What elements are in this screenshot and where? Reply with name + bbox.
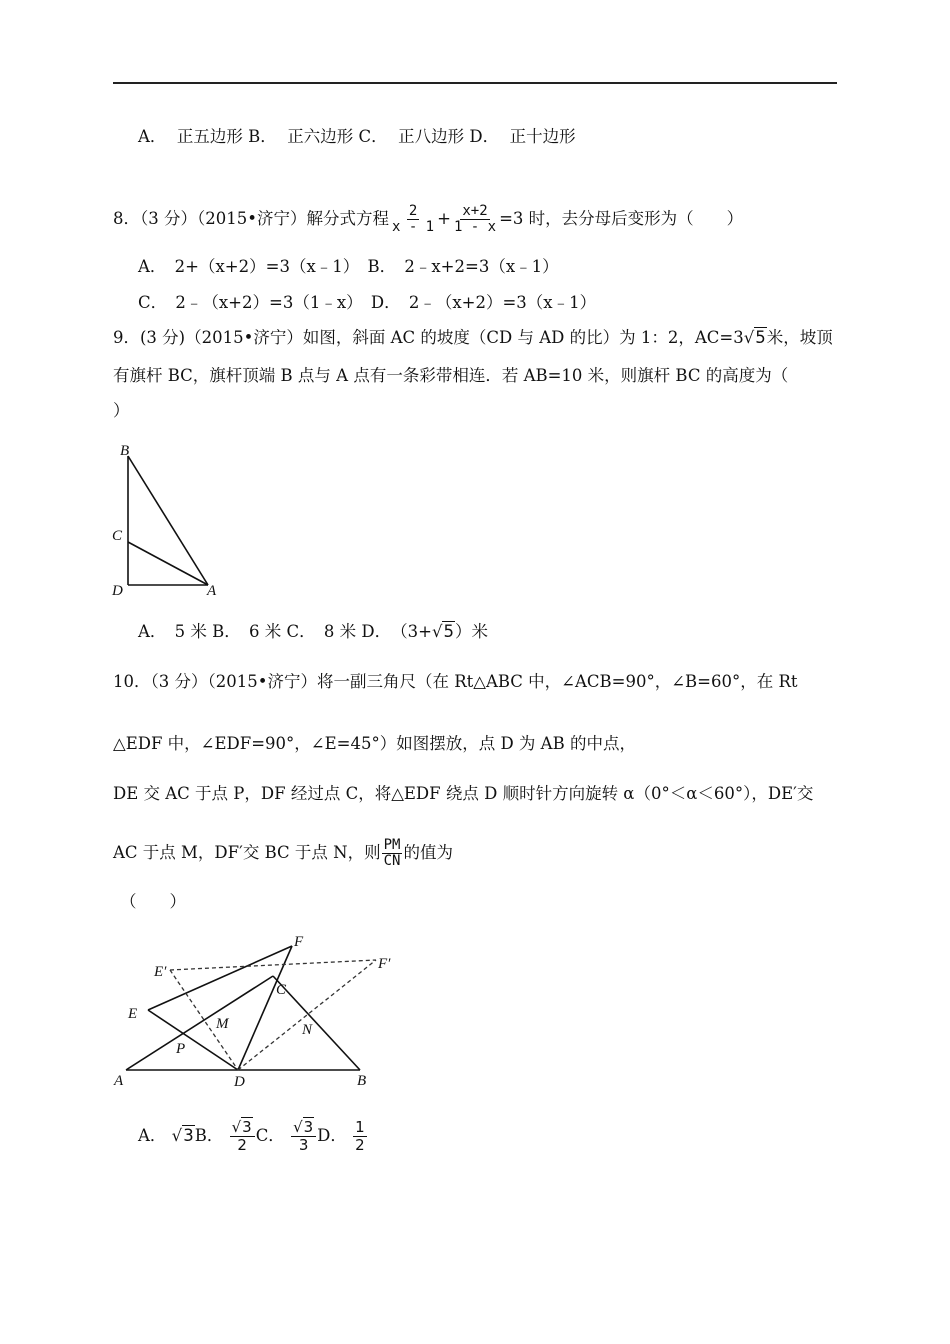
label-f-prime: F′ <box>378 956 391 972</box>
q8-options-ab: A． 2+（x+2）=3（x﹣1） B． 2﹣x+2=3（x﹣1） <box>138 257 559 276</box>
slope-ca <box>128 542 208 585</box>
q8-options-cd: C． 2﹣（x+2）=3（1﹣x） D． 2﹣（x+2）=3（x﹣1） <box>138 293 597 312</box>
q9-stem-line3: ） <box>113 401 130 420</box>
sqrt-5: √5 <box>743 328 766 347</box>
q10-answer-blank: （ ） <box>120 892 186 911</box>
fraction-sqrt3-over-3: $\frac{√3}{3}$ <box>291 1119 316 1154</box>
label-d: D <box>234 1074 245 1090</box>
label-e: E <box>128 1006 138 1022</box>
label-e-prime: E′ <box>154 964 167 980</box>
label-p: P <box>176 1041 186 1057</box>
q8-stem: 8．（3 分）（2015•济宁）解分式方程 $\frac{2}{x - 1}$ + $\frac{x+2}{1 - x}$ =3 时，去分母后变形为（ ） <box>113 203 744 235</box>
sqrt-3: √3 <box>171 1126 194 1145</box>
q9-stem-line1: 9．(3 分)（2015•济宁）如图，斜面 AC 的坡度（CD 与 AD 的比）为 1：2，AC=3√5米，坡顶 <box>113 326 833 350</box>
segment-df1 <box>238 960 376 1070</box>
q10-figure <box>108 930 408 1090</box>
q10-stem-line1: 10．（3 分）（2015•济宁）将一副三角尺（在 Rt△ABC 中，∠ACB=90°，∠B=60°，在 Rt <box>113 672 798 691</box>
q9-options: A． 5 米 B． 6 米 C． 8 米 D． （3+√5）米 <box>138 620 488 644</box>
label-d: D <box>112 583 123 599</box>
q7-options: A． 正五边形 B． 正六边形 C． 正八边形 D． 正十边形 <box>138 127 576 146</box>
sqrt-5: √5 <box>431 622 454 641</box>
q10-stem-line4: AC 于点 M，DF′交 BC 于点 N，则 $\frac{PM}{CN}$ 的值为 <box>113 837 453 869</box>
label-a: A <box>114 1073 124 1089</box>
fraction-pm-cn: $\frac{PM}{CN}$ <box>383 837 401 869</box>
label-f: F <box>294 934 304 950</box>
q10-stem-line2: △EDF 中，∠EDF=90°，∠E=45°）如图摆放，点 D 为 AB 的中点， <box>113 734 636 753</box>
ribbon-ab <box>128 456 208 585</box>
q9-figure <box>108 440 228 600</box>
label-n: N <box>302 1022 313 1038</box>
q10-options: A． √3B． $\frac{√3}{2}$ C． $\frac{√3}{3}$ D． $\frac{1}{2}$ <box>138 1118 365 1154</box>
segment-cb <box>273 976 360 1070</box>
label-a: A <box>207 583 217 599</box>
fraction-sqrt3-over-2: $\frac{√3}{2}$ <box>230 1119 255 1154</box>
q8-fraction-1: $\frac{2}{x - 1}$ <box>391 203 435 235</box>
fraction-one-half: $\frac{1}{2}$ <box>355 1118 365 1154</box>
header-rule <box>113 82 837 84</box>
label-b: B <box>357 1073 367 1089</box>
label-c: C <box>112 528 123 544</box>
segment-e1f1 <box>170 960 376 970</box>
q10-stem-line3: DE 交 AC 于点 P，DF 经过点 C，将△EDF 绕点 D 顺时针方向旋转 α（0°＜α＜60°），DE′交 <box>113 784 814 803</box>
label-c: C <box>276 982 287 998</box>
q8-fraction-2: $\frac{x+2}{1 - x}$ <box>453 203 497 235</box>
q9-stem-line2: 有旗杆 BC，旗杆顶端 B 点与 A 点有一条彩带相连．若 AB=10 米，则旗杆 BC 的高度为（ <box>113 366 789 385</box>
segment-ac <box>126 976 273 1070</box>
label-b: B <box>120 443 130 459</box>
label-m: M <box>216 1016 229 1032</box>
